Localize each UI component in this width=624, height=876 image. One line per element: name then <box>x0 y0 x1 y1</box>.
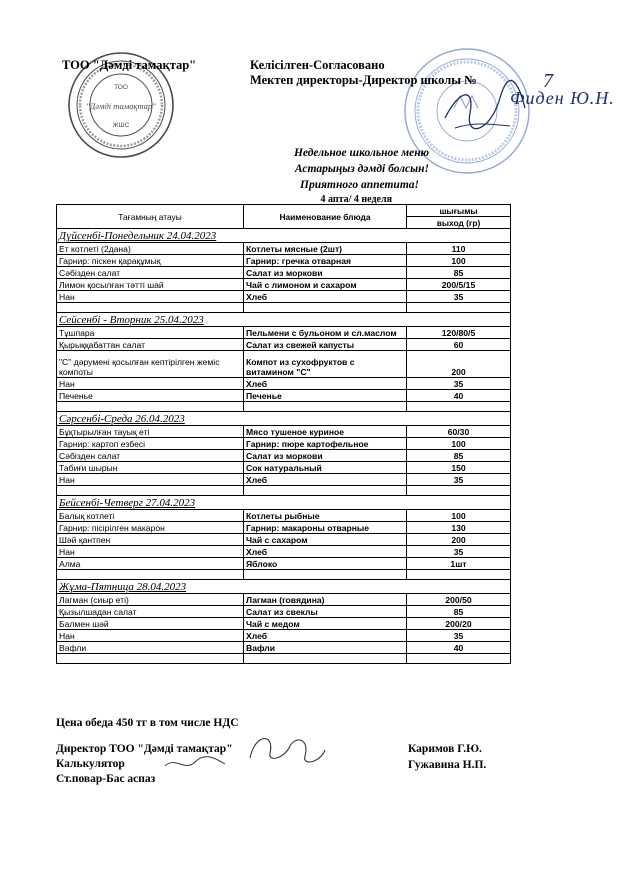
dish-name-kz: Балмен шәй <box>57 618 244 630</box>
dish-name-ru: Чай с сахаром <box>244 534 407 546</box>
dish-output: 85 <box>407 606 511 618</box>
footer-director: Директор ТОО "Дәмді тамақтар" <box>56 743 233 755</box>
day-title-row <box>57 313 511 327</box>
dish-name-kz: Лагман (сиыр еті) <box>57 594 244 606</box>
dish-name-kz: Ет котлеті (2дана) <box>57 243 244 255</box>
week-label: 4 апта/ 4 неделя <box>320 194 392 205</box>
dish-name-ru: Хлеб <box>244 474 407 486</box>
spacer-cell <box>407 486 511 496</box>
footer-calculator-signature <box>160 752 230 774</box>
spacer-row <box>57 486 511 496</box>
table-row <box>57 351 511 378</box>
table-row <box>57 450 511 462</box>
dish-name-ru: Лагман (говядина) <box>244 594 407 606</box>
spacer-cell <box>244 570 407 580</box>
spacer-cell <box>244 654 407 664</box>
dish-output: 120/80/5 <box>407 327 511 339</box>
table-row <box>57 339 511 351</box>
dish-name-ru: Хлеб <box>244 378 407 390</box>
dish-name-kz: Тұшпара <box>57 327 244 339</box>
dish-output: 150 <box>407 462 511 474</box>
spacer-cell <box>57 570 244 580</box>
dish-output: 35 <box>407 630 511 642</box>
day-title-row <box>57 496 511 510</box>
company-name: ТОО "Дәмді тамақтар" <box>62 58 197 72</box>
table-row <box>57 279 511 291</box>
table-row <box>57 618 511 630</box>
dish-name-ru: Салат из моркови <box>244 267 407 279</box>
spacer-row <box>57 654 511 664</box>
dish-name-ru: Вафли <box>244 642 407 654</box>
table-row <box>57 522 511 534</box>
dish-output: 100 <box>407 510 511 522</box>
day-title: Сейсенбі - Вторник 25.04.2023 <box>57 313 511 327</box>
spacer-cell <box>57 402 244 412</box>
dish-output: 85 <box>407 450 511 462</box>
dish-name-kz: Алма <box>57 558 244 570</box>
agreed-label: Келісілген-Согласовано <box>250 58 385 72</box>
dish-output: 200 <box>407 534 511 546</box>
day-title: Дүйсенбі-Понедельник 24.04.2023 <box>57 229 511 243</box>
dish-output: 40 <box>407 390 511 402</box>
dish-name-ru: Салат из свеклы <box>244 606 407 618</box>
table-row <box>57 474 511 486</box>
director-signature <box>440 78 530 138</box>
stamp-top-text: ТОО <box>114 84 128 91</box>
dish-name-kz: Балық котлеті <box>57 510 244 522</box>
spacer-cell <box>407 654 511 664</box>
menu-table <box>56 204 511 664</box>
menu-greeting-ru: Приятного аппетита! <box>300 179 419 191</box>
dish-output: 60/30 <box>407 426 511 438</box>
dish-output: 40 <box>407 642 511 654</box>
stamp-bottom-text: ЖШС <box>112 122 130 129</box>
spacer-row <box>57 402 511 412</box>
spacer-cell <box>407 570 511 580</box>
header-kz-name: Тағамның атауы <box>57 205 244 229</box>
spacer-row <box>57 570 511 580</box>
dish-output: 35 <box>407 546 511 558</box>
dish-name-kz: Сәбізден салат <box>57 267 244 279</box>
calculator-name: Гужавина Н.П. <box>408 759 487 771</box>
dish-output: 200/20 <box>407 618 511 630</box>
dish-name-kz: Гарнир: піскен қарақұмық <box>57 255 244 267</box>
dish-name-ru: Компот из сухофруктов с витамином "С" <box>244 351 407 378</box>
director-signature-name: Фиден Ю.Н. <box>510 88 615 108</box>
dish-name-ru: Печенье <box>244 390 407 402</box>
dish-name-kz: Табиғи шырын <box>57 462 244 474</box>
table-row <box>57 630 511 642</box>
dish-name-ru: Мясо тушеное куриное <box>244 426 407 438</box>
dish-output: 35 <box>407 291 511 303</box>
header-output-kz: шығымы <box>407 205 511 217</box>
lunch-price: Цена обеда 450 тг в том числе НДС <box>56 717 239 729</box>
day-title-row <box>57 580 511 594</box>
dish-output: 1шт <box>407 558 511 570</box>
spacer-cell <box>57 303 244 313</box>
dish-name-ru: Чай с лимоном и сахаром <box>244 279 407 291</box>
stamp-brand: "Дәмді тамақтар" <box>86 101 156 111</box>
table-row <box>57 642 511 654</box>
dish-name-ru: Котлеты рыбные <box>244 510 407 522</box>
table-row <box>57 378 511 390</box>
table-row <box>57 462 511 474</box>
table-row <box>57 327 511 339</box>
table-row <box>57 438 511 450</box>
table-header-row <box>57 205 511 217</box>
dish-name-ru: Гарнир: гречка отварная <box>244 255 407 267</box>
dish-output: 100 <box>407 438 511 450</box>
dish-name-ru: Чай с медом <box>244 618 407 630</box>
table-row <box>57 606 511 618</box>
dish-output: 200/5/15 <box>407 279 511 291</box>
menu-greeting-kz: Астарыңыз дәмді болсын! <box>294 163 429 175</box>
table-row <box>57 534 511 546</box>
dish-output: 100 <box>407 255 511 267</box>
dish-name-kz: Печенье <box>57 390 244 402</box>
table-row <box>57 291 511 303</box>
day-title-row <box>57 229 511 243</box>
dish-output: 110 <box>407 243 511 255</box>
dish-output: 200 <box>407 351 511 378</box>
dish-output: 35 <box>407 474 511 486</box>
dish-name-kz: Қырыққабаттан салат <box>57 339 244 351</box>
table-row <box>57 267 511 279</box>
table-row <box>57 546 511 558</box>
table-row <box>57 243 511 255</box>
table-row <box>57 594 511 606</box>
dish-output: 200/50 <box>407 594 511 606</box>
dish-name-kz: Нан <box>57 378 244 390</box>
spacer-row <box>57 303 511 313</box>
dish-output: 35 <box>407 378 511 390</box>
table-row <box>57 390 511 402</box>
dish-name-kz: Сәбізден салат <box>57 450 244 462</box>
dish-name-kz: Гарнир: картоп езбесі <box>57 438 244 450</box>
dish-name-ru: Хлеб <box>244 291 407 303</box>
dish-name-kz: Лимон қосылған тәтті шай <box>57 279 244 291</box>
footer-director-signature <box>240 728 330 773</box>
spacer-cell <box>407 303 511 313</box>
dish-name-kz: Қызылшадан салат <box>57 606 244 618</box>
dish-name-ru: Яблоко <box>244 558 407 570</box>
dish-name-kz: Гарнир: пісірілген макарон <box>57 522 244 534</box>
dish-name-kz: Шәй қантпен <box>57 534 244 546</box>
header-output-ru: выход (гр) <box>407 217 511 229</box>
table-row <box>57 255 511 267</box>
dish-name-kz: "С" дәрумені қосылған кептірілген жеміс компоты <box>57 351 244 378</box>
dish-name-ru: Сок натуральный <box>244 462 407 474</box>
dish-output: 130 <box>407 522 511 534</box>
dish-output: 85 <box>407 267 511 279</box>
table-row <box>57 510 511 522</box>
dish-name-ru: Котлеты мясные (2шт) <box>244 243 407 255</box>
director-name: Каримов Г.Ю. <box>408 743 482 755</box>
dish-name-ru: Пельмени с бульоном и сл.маслом <box>244 327 407 339</box>
dish-name-ru: Гарнир: пюре картофельное <box>244 438 407 450</box>
dish-name-kz: Нан <box>57 291 244 303</box>
dish-name-ru: Гарнир: макароны отварные <box>244 522 407 534</box>
spacer-cell <box>407 402 511 412</box>
table-row <box>57 558 511 570</box>
day-title-row <box>57 412 511 426</box>
table-row <box>57 426 511 438</box>
dish-name-ru: Хлеб <box>244 630 407 642</box>
spacer-cell <box>57 654 244 664</box>
day-title: Сәрсенбі-Среда 26.04.2023 <box>57 412 511 426</box>
header-ru-name: Наименование блюда <box>244 205 407 229</box>
dish-name-kz: Нан <box>57 474 244 486</box>
day-title: Бейсенбі-Четверг 27.04.2023 <box>57 496 511 510</box>
school-number: 7 <box>543 70 553 92</box>
dish-name-kz: Нан <box>57 546 244 558</box>
dish-name-ru: Салат из свежей капусты <box>244 339 407 351</box>
dish-name-kz: Бұқтырылған тауық еті <box>57 426 244 438</box>
dish-name-kz: Вафли <box>57 642 244 654</box>
director-line: Мектеп директоры-Директор школы № <box>250 73 477 87</box>
spacer-cell <box>57 486 244 496</box>
dish-name-kz: Нан <box>57 630 244 642</box>
day-title: Жұма-Пятница 28.04.2023 <box>57 580 511 594</box>
dish-name-ru: Хлеб <box>244 546 407 558</box>
dish-name-ru: Салат из моркови <box>244 450 407 462</box>
spacer-cell <box>244 402 407 412</box>
spacer-cell <box>244 303 407 313</box>
footer-calculator: Калькулятор <box>56 758 125 770</box>
footer-chef: Ст.повар-Бас аспаз <box>56 773 156 785</box>
menu-title: Недельное школьное меню <box>293 147 429 159</box>
dish-output: 60 <box>407 339 511 351</box>
spacer-cell <box>244 486 407 496</box>
